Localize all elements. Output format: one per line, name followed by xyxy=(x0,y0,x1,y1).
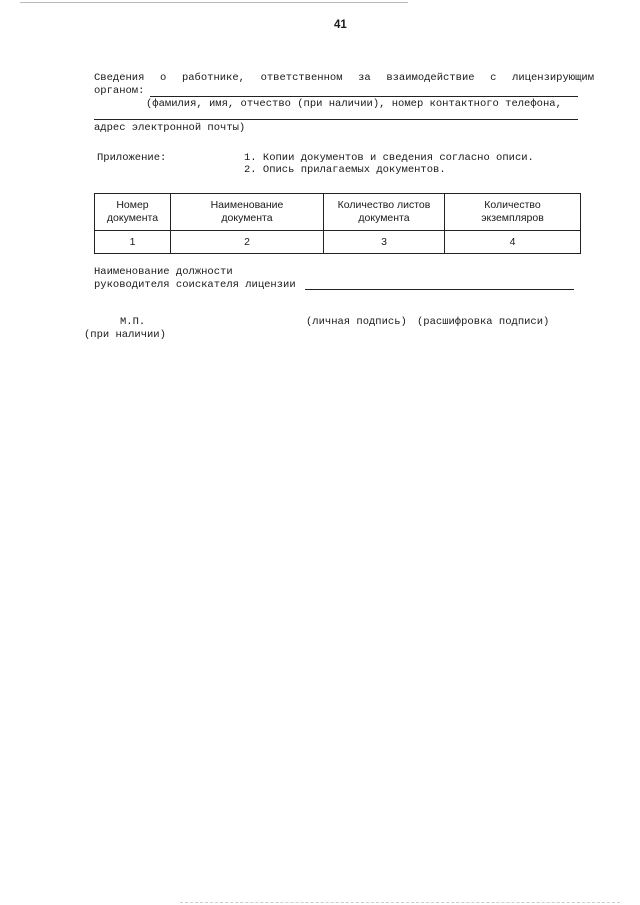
position-title-line-2: руководителя соискателя лицензии xyxy=(94,279,296,291)
table-header-row xyxy=(95,194,581,231)
scan-edge-bottom xyxy=(180,902,620,903)
contact-word: Сведения xyxy=(94,72,145,84)
contact-word: работнике, xyxy=(181,72,245,84)
header-sheet-count: Количество листов документа xyxy=(324,194,445,231)
header-doc-name: Наименование документа xyxy=(171,194,324,231)
page-number: 41 xyxy=(334,19,347,31)
attachments-label: Приложение: xyxy=(97,152,167,164)
seal-label: М.П. xyxy=(120,316,146,328)
contact-fill-line xyxy=(150,96,578,97)
contact-word: о xyxy=(160,72,167,84)
contact-word: лицензирующим xyxy=(512,72,594,84)
attachment-item: 1. Копии документов и сведения согласно описи. xyxy=(244,152,534,164)
attachment-item: 2. Опись прилагаемых документов. xyxy=(244,164,446,176)
contact-fill-line-2 xyxy=(94,119,578,120)
table-cell: 3 xyxy=(324,231,445,254)
contact-line-1 xyxy=(94,72,594,84)
contact-hint-1: (фамилия, имя, отчество (при наличии), номер контактного телефона, xyxy=(146,98,562,110)
scan-edge-top xyxy=(20,2,408,3)
table-row xyxy=(95,231,581,254)
position-title-line-1: Наименование должности xyxy=(94,266,233,278)
table-cell: 1 xyxy=(95,231,171,254)
table-cell: 4 xyxy=(445,231,581,254)
contact-word: с xyxy=(490,72,497,84)
table-cell: 2 xyxy=(171,231,324,254)
contact-word: ответственном xyxy=(260,72,343,84)
position-fill-line xyxy=(305,289,574,290)
documents-table xyxy=(94,193,581,254)
contact-word: за xyxy=(358,72,371,84)
contact-organ-label: органом: xyxy=(94,85,145,97)
contact-hint-2: адрес электронной почты) xyxy=(94,122,246,134)
header-doc-number: Номер документа xyxy=(95,194,171,231)
seal-note: (при наличии) xyxy=(84,329,166,341)
contact-word: взаимодействие xyxy=(386,72,475,84)
personal-signature-caption: (личная подпись) xyxy=(306,316,407,328)
signature-decoding-caption: (расшифровка подписи) xyxy=(417,316,550,328)
header-copy-count: Количество экземпляров xyxy=(445,194,581,231)
